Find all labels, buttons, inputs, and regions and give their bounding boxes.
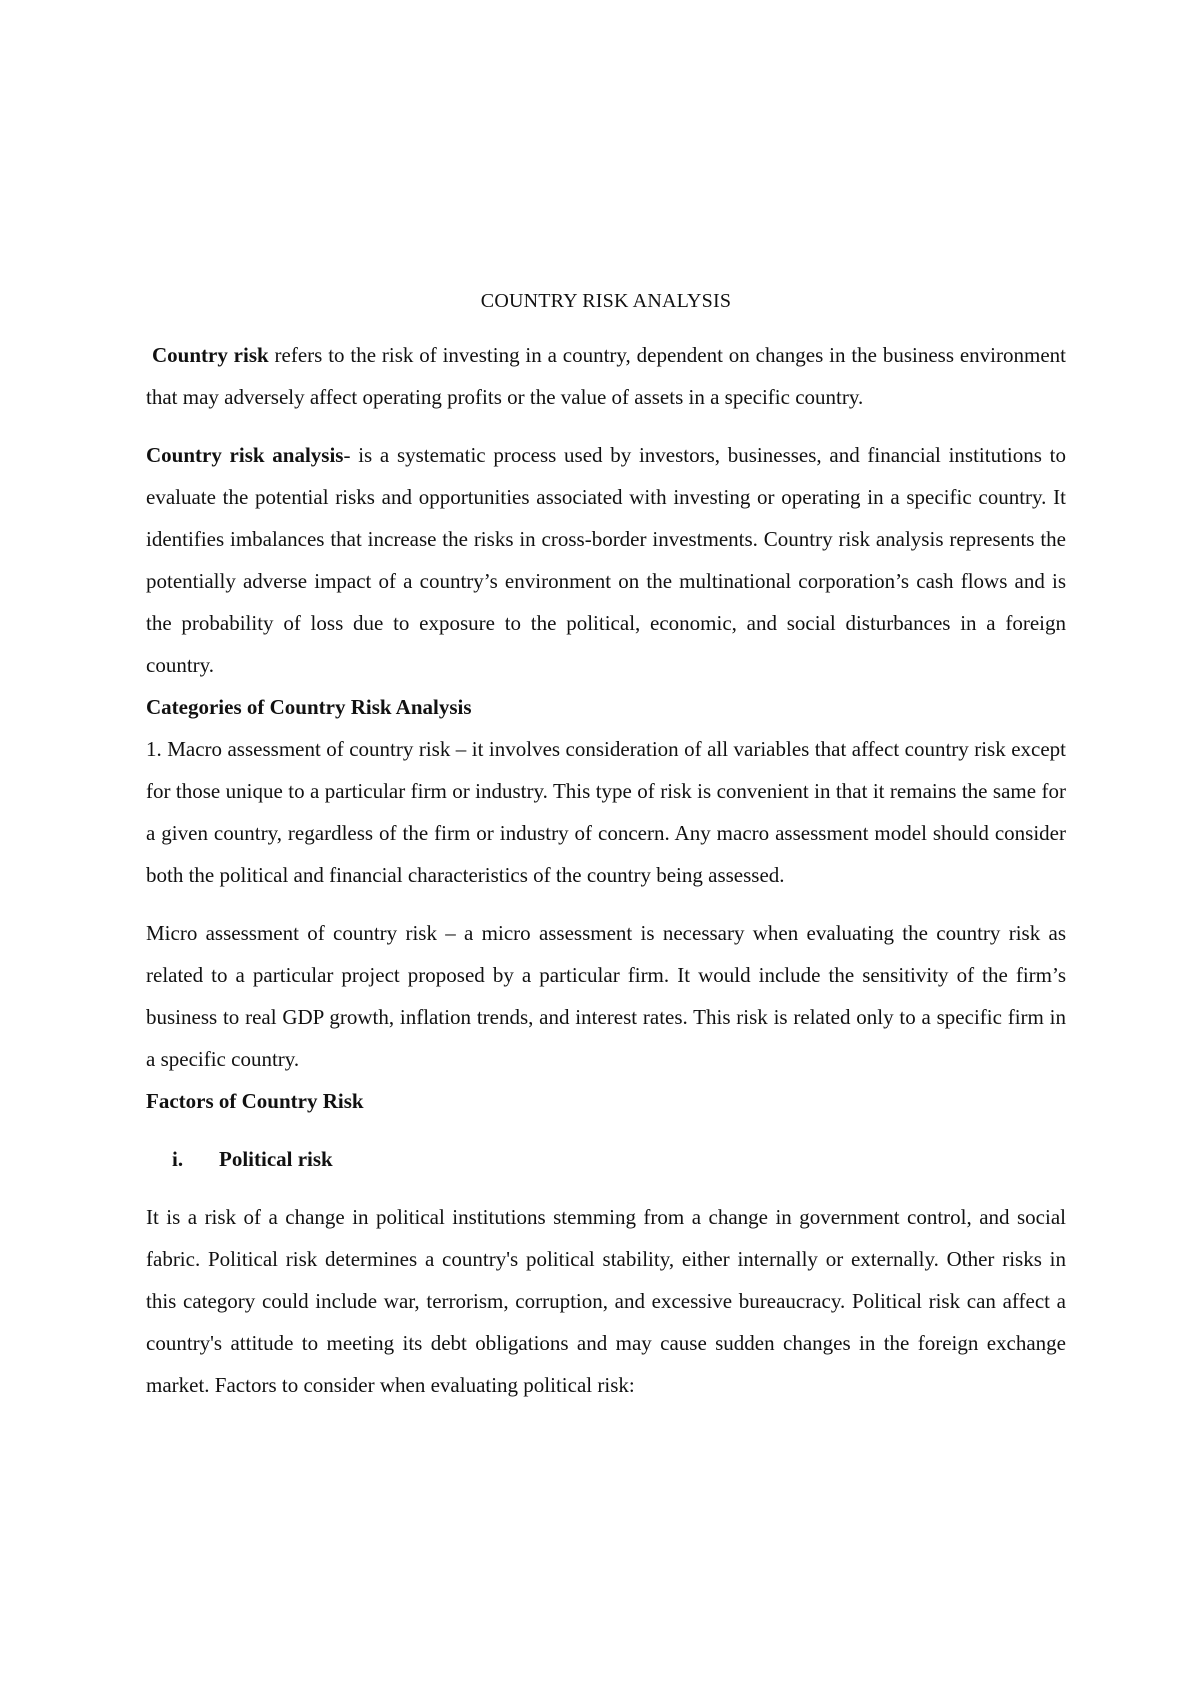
paragraph-micro-assessment: Micro assessment of country risk – a micro assessment is necessary when evaluating the country risk as related to a particular project proposed by a particular firm. It would include the sensitivity of the firm’s business to real GDP growth, inflation trends, and interest rates. This risk is related only to a specific firm in a specific country.: [146, 921, 1066, 1071]
paragraph-political-risk: It is a risk of a change in political institutions stemming from a change in government control, and social fabric. Political risk determines a country's political stability, either internally or externally. Other risks in this category could include war, terrorism, corruption, and excessive bureaucracy. Political risk can affect a country's attitude to meeting its debt obligations and may cause sudden changes in the foreign exchange market. Factors to consider when evaluating political risk:: [146, 1205, 1066, 1397]
document-title: COUNTRY RISK ANALYSIS: [480, 290, 732, 312]
paragraph-macro-assessment: 1. Macro assessment of country risk – it involves consideration of all variables that affect country risk except for those unique to a particular firm or industry. This type of risk is convenient in that it remains the same for a given country, regardless of the firm or industry of concern. Any macro assessment model should consider both the political and financial characteristics of the country being assessed.: [146, 737, 1066, 887]
document-page: [146, 286, 1066, 1406]
heading-factors: Factors of Country Risk: [146, 1089, 364, 1113]
paragraph-country-risk-analysis-text: - is a systematic process used by investors, businesses, and financial institutions to evaluate the potential risks and opportunities associated with investing or operating in a specific country. It identifies imbalances that increase the risks in cross-border investments. Country risk analysis represents the potentially adverse impact of a country’s environment on the multinational corporation’s cash flows and is the probability of loss due to exposure to the political, economic, and social disturbances in a foreign country.: [146, 443, 1066, 677]
heading-categories: Categories of Country Risk Analysis: [146, 695, 472, 719]
list-item-number: i.: [172, 1147, 184, 1171]
paragraph-country-risk-text: refers to the risk of investing in a country, dependent on changes in the business environment that may adversely affect operating profits or the value of assets in a specific country.: [146, 343, 1066, 409]
list-item-label: Political risk: [219, 1147, 333, 1171]
term-country-risk-analysis: Country risk analysis: [146, 443, 344, 467]
paragraph-country-risk-analysis: [146, 434, 1066, 686]
term-country-risk: Country risk: [152, 343, 269, 367]
list-item-political-risk: [146, 1138, 1066, 1180]
paragraph-country-risk: [146, 334, 1066, 418]
